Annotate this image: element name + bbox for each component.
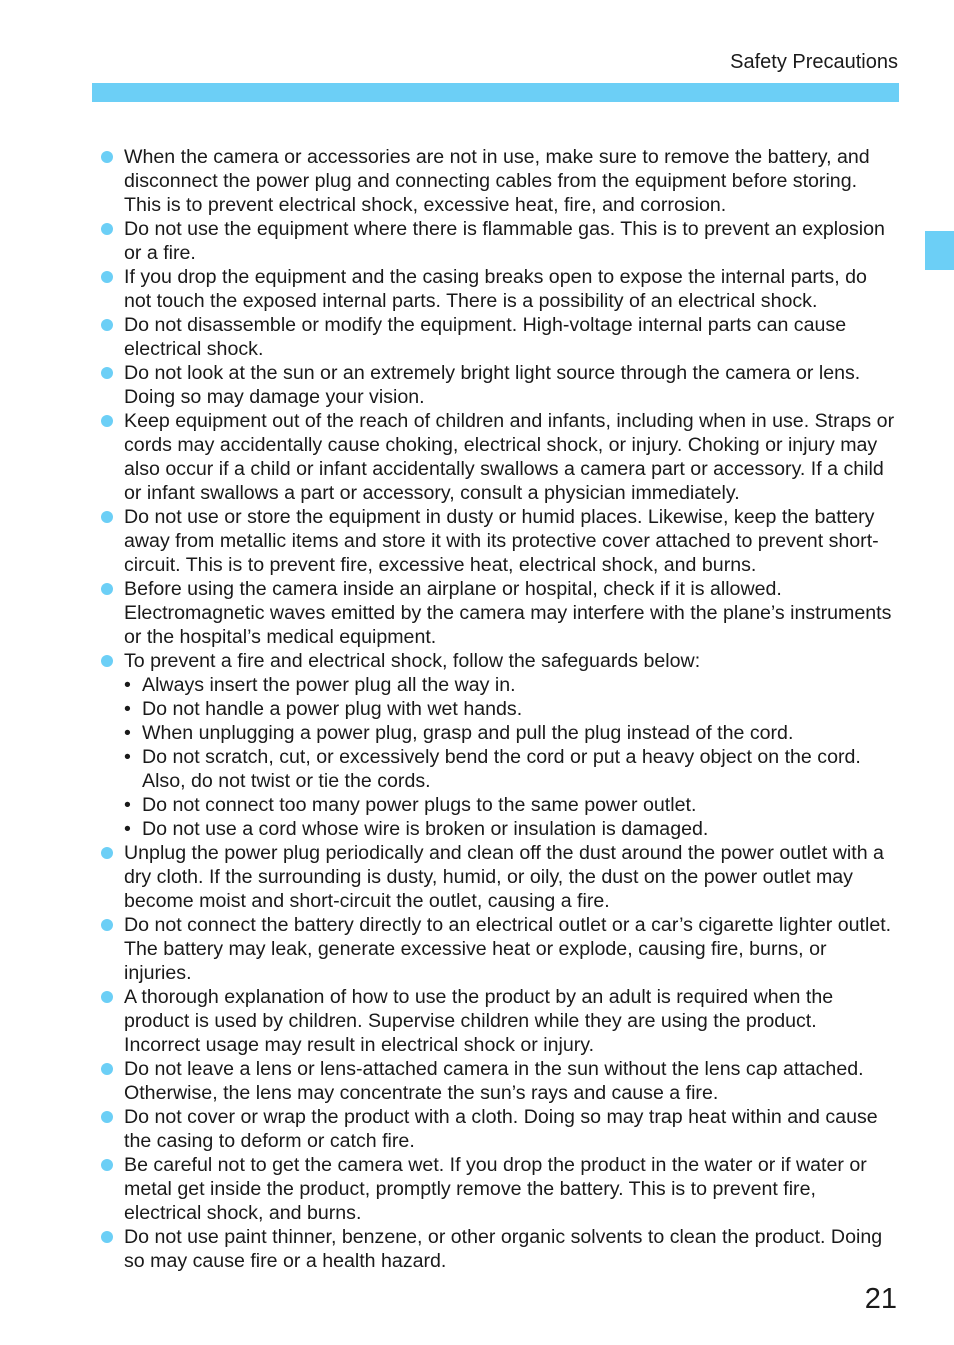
precaution-text: Unplug the power plug periodically and clean off the dust around the power outlet with a dry cloth. If the surrounding is dusty, humid, or oily, the dust on the power outlet may become moist and short-circuit the outlet, causing a fire. xyxy=(124,842,884,912)
safeguard-text: Do not handle a power plug with wet hands. xyxy=(142,698,523,720)
header-accent-bar xyxy=(92,83,899,102)
precaution-text: To prevent a fire and electrical shock, follow the safeguards below: xyxy=(124,650,701,672)
precaution-text: When the camera or accessories are not in use, make sure to remove the battery, and disconnect the power plug and connecting cables from the equipment before storing. This is to prevent electrical shock, excessive heat, fire, and corrosion. xyxy=(124,146,870,216)
bullet-icon xyxy=(101,319,113,331)
precaution-item xyxy=(100,361,895,409)
precaution-item xyxy=(100,913,895,985)
precaution-text: Do not use or store the equipment in dusty or humid places. Likewise, keep the battery away from metallic items and store it with its protective cover attached to prevent short-circuit. This is to prevent fire, excessive heat, electrical shock, and burns. xyxy=(124,506,879,576)
bullet-icon xyxy=(101,655,113,667)
bullet-icon xyxy=(101,151,113,163)
safeguard-item xyxy=(124,793,895,817)
bullet-icon xyxy=(101,511,113,523)
safeguard-text: When unplugging a power plug, grasp and pull the plug instead of the cord. xyxy=(142,722,794,744)
precaution-text: A thorough explanation of how to use the product by an adult is required when the product is used by children. Supervise children while they are using the product. Incorrect usage may result in electrical shock or injury. xyxy=(124,986,834,1056)
precaution-text: Do not cover or wrap the product with a cloth. Doing so may trap heat within and cause the casing to deform or catch fire. xyxy=(124,1106,878,1152)
precaution-item xyxy=(100,505,895,577)
small-bullet-icon: • xyxy=(124,818,131,840)
small-bullet-icon: • xyxy=(124,722,131,744)
precaution-text: Do not leave a lens or lens-attached camera in the sun without the lens cap attached. Otherwise, the lens may concentrate the sun’s rays and cause a fire. xyxy=(124,1058,864,1104)
precaution-text: If you drop the equipment and the casing breaks open to expose the internal parts, do not touch the exposed internal parts. There is a possibility of an electrical shock. xyxy=(124,266,867,312)
precaution-text: Do not look at the sun or an extremely bright light source through the camera or lens. Doing so may damage your vision. xyxy=(124,362,861,408)
bullet-icon xyxy=(101,223,113,235)
precaution-text: Do not disassemble or modify the equipment. High-voltage internal parts can cause electrical shock. xyxy=(124,314,847,360)
safeguard-item xyxy=(124,673,895,697)
precaution-item xyxy=(100,1105,895,1153)
precaution-text: Do not use paint thinner, benzene, or other organic solvents to clean the product. Doing so may cause fire or a health hazard. xyxy=(124,1226,883,1272)
precautions-list xyxy=(100,145,895,1273)
chapter-tab-marker xyxy=(925,231,954,270)
precaution-text: Keep equipment out of the reach of children and infants, including when in use. Straps or cords may accidentally cause choking, electrical shock, or injury. Choking or injury may also occur if a child or infant accidentally swallows a camera part or accessory. If a child or infant swallows a part or accessory, consult a physician immediately. xyxy=(124,410,895,504)
precaution-item xyxy=(100,649,895,841)
bullet-icon xyxy=(101,847,113,859)
precaution-item xyxy=(100,577,895,649)
safeguard-item xyxy=(124,817,895,841)
precaution-item xyxy=(100,985,895,1057)
precaution-text: Do not use the equipment where there is flammable gas. This is to prevent an explosion or a fire. xyxy=(124,218,885,264)
safeguard-item xyxy=(124,745,895,793)
safeguard-item xyxy=(124,721,895,745)
precaution-text: Be careful not to get the camera wet. If you drop the product in the water or if water or metal get inside the product, promptly remove the battery. This is to prevent fire, electrical shock, and burns. xyxy=(124,1154,867,1224)
precaution-item xyxy=(100,1057,895,1105)
bullet-icon xyxy=(101,991,113,1003)
bullet-icon xyxy=(101,1231,113,1243)
safeguard-text: Do not scratch, cut, or excessively bend the cord or put a heavy object on the cord. Also, do not twist or tie the cords. xyxy=(142,746,861,792)
bullet-icon xyxy=(101,1111,113,1123)
precaution-item xyxy=(100,1153,895,1225)
bullet-icon xyxy=(101,367,113,379)
precaution-text: Before using the camera inside an airplane or hospital, check if it is allowed. Electromagnetic waves emitted by the camera may interfere with the plane’s instruments or the hospital’s medical equipment. xyxy=(124,578,892,648)
bullet-icon xyxy=(101,919,113,931)
safeguard-item xyxy=(124,697,895,721)
bullet-icon xyxy=(101,1063,113,1075)
bullet-icon xyxy=(101,415,113,427)
small-bullet-icon: • xyxy=(124,674,131,696)
bullet-icon xyxy=(101,583,113,595)
safeguard-text: Do not use a cord whose wire is broken or insulation is damaged. xyxy=(142,818,709,840)
small-bullet-icon: • xyxy=(124,698,131,720)
precaution-item xyxy=(100,217,895,265)
safeguard-text: Always insert the power plug all the way in. xyxy=(142,674,516,696)
precaution-item xyxy=(100,841,895,913)
small-bullet-icon: • xyxy=(124,794,131,816)
safeguard-sublist xyxy=(124,673,895,841)
small-bullet-icon: • xyxy=(124,746,131,768)
bullet-icon xyxy=(101,271,113,283)
page-number: 21 xyxy=(864,1283,897,1315)
safeguard-text: Do not connect too many power plugs to the same power outlet. xyxy=(142,794,697,816)
precaution-item xyxy=(100,409,895,505)
section-title: Safety Precautions xyxy=(730,51,898,73)
precaution-item xyxy=(100,313,895,361)
precaution-item xyxy=(100,265,895,313)
precaution-text: Do not connect the battery directly to an electrical outlet or a car’s cigarette lighter outlet. The battery may leak, generate excessive heat or explode, causing fire, burns, or injuries. xyxy=(124,914,892,984)
bullet-icon xyxy=(101,1159,113,1171)
precaution-item xyxy=(100,1225,895,1273)
precaution-item xyxy=(100,145,895,217)
